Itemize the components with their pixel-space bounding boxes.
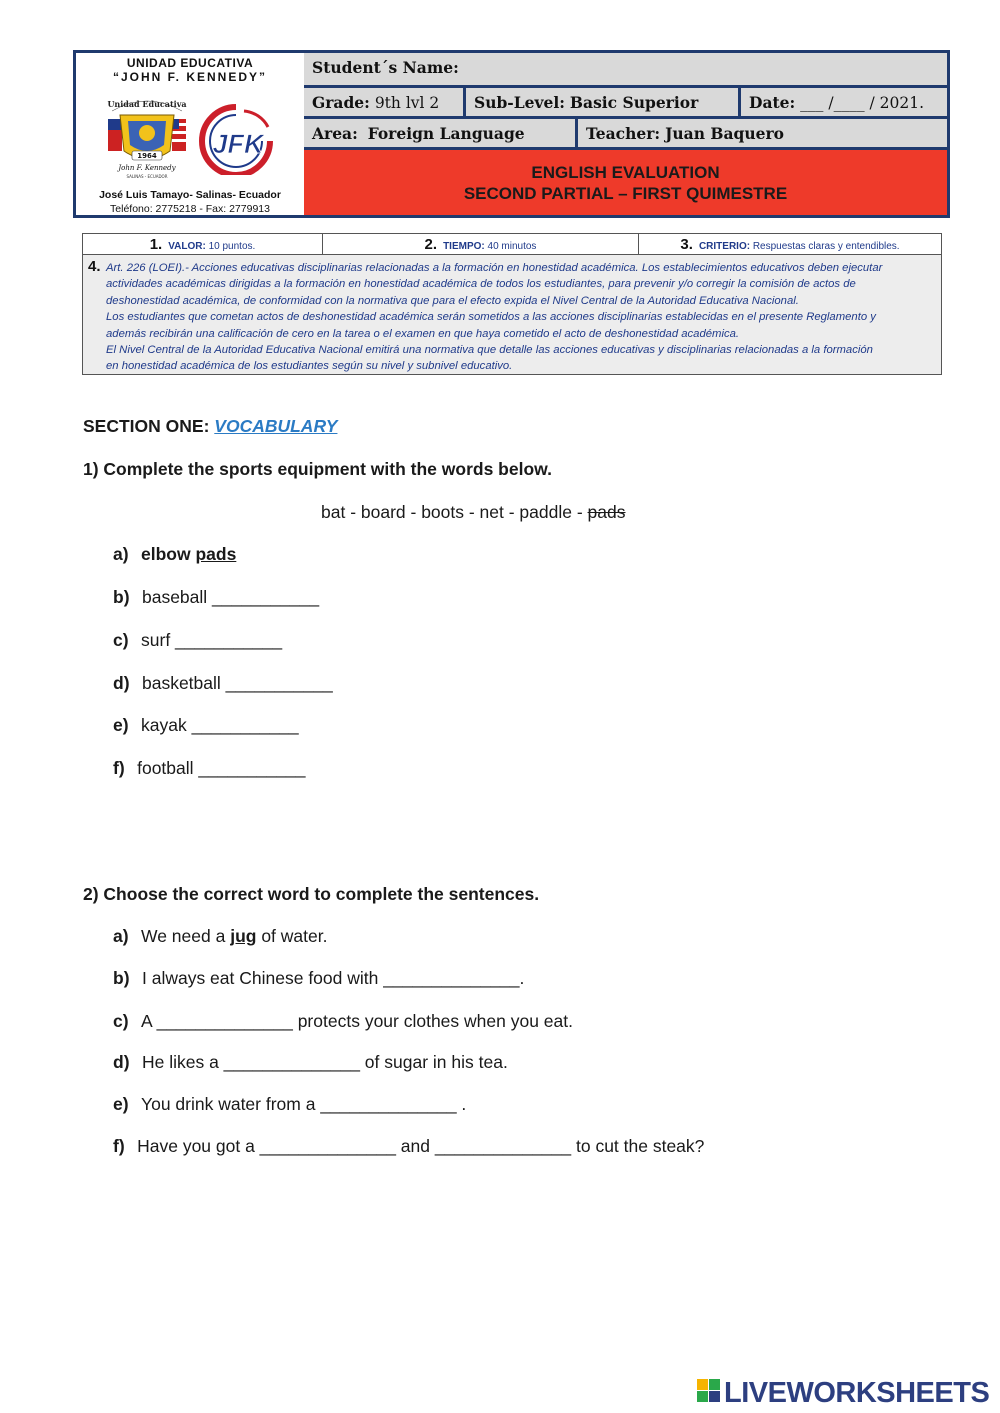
section-title [83,416,337,437]
question-2-prompt: 2) Choose the correct word to complete the sentences. [83,884,540,904]
q1-item-f[interactable]: f) football ___________ [113,758,306,778]
grade-cell [304,88,466,119]
word-bank-struck-word: pads [587,502,626,522]
jfk-logo-text: JFK [212,129,264,159]
school-crest-icon [106,93,188,179]
q2-item-e[interactable]: e) You drink water from a ______________ . [113,1094,467,1114]
sublevel-label: Sub-Level: [474,93,565,112]
rule-criteria: 3. CRITERIO: Respuestas claras y entendibles. [680,236,900,253]
jfk-logo-icon [196,103,276,175]
q2-item-a: a) We need a jug of water. [113,926,328,946]
article-number: 4. [88,258,101,275]
q1-answer-a[interactable]: pads [195,544,237,564]
school-address: José Luis Tamayo- Salinas- Ecuador [99,189,281,201]
area-value: Foreign Language [367,124,525,143]
crest-top-text: Unidad Educativa [107,99,187,109]
section-prefix: SECTION ONE: [83,416,210,436]
liveworksheets-brand[interactable]: LIVEWORKSHEETS [724,1377,990,1409]
evaluation-title-banner [304,150,947,215]
area-cell [304,119,578,150]
q2-answer-a[interactable]: jug [230,926,257,946]
date-label: Date: [749,93,796,112]
lws-logo-icon [697,1375,721,1411]
teacher-value: Juan Baquero [665,124,784,143]
question-1-prompt: 1) Complete the sports equipment with the words below. [83,459,552,479]
date-field[interactable] [741,88,947,119]
grade-label: Grade: [312,93,370,112]
student-name-label: Student´s Name: [312,58,459,77]
school-phone: Teléfono: 2775218 - Fax: 2779913 [110,203,270,215]
rules-table [82,233,942,375]
q1-item-e[interactable]: e) kayak ___________ [113,715,299,735]
rule-value: 1. VALOR: 10 puntos. [149,236,256,253]
word-bank: bat - board - boots - net - paddle - pads [321,502,626,522]
school-name-line2: “JOHN F. KENNEDY” [112,70,268,84]
article-text: Art. 226 (LOEI).- Acciones educativas disciplinarias relacionadas a la formación en honestidad académica. Los establecimientos educativos deben ejecutar actividades académicas dirigidas a la formación en honestidad académica de todos los estudiantes, para prevenir y/o corregir la comisión de actos de deshonestidad académica, de conformidad con la normativa que para el efecto expida el Nivel Central de la Autoridad Educativa Nacional. Los estudiantes que cometan actos de deshonestidad académica serán sometidos a las acciones disciplinarias establecidas en el presente Reglamento y además recibirán una calificación de cero en la tarea o el examen en que haya cometido el acto de deshonestidad académica. El Nivel Central de la Autoridad Educativa Nacional emitirá una normativa que detalle las acciones educativas y disciplinarias relacionadas a la formación en honestidad académica de los estudiantes según su nivel y subnivel educativo. [106,262,883,373]
school-name-line1: UNIDAD EDUCATIVA [126,56,254,70]
q2-item-b[interactable]: b) I always eat Chinese food with ______________. [113,968,525,988]
q1-item-d[interactable]: d) basketball ___________ [113,673,333,693]
evaluation-title: ENGLISH EVALUATION [531,163,720,182]
evaluation-subtitle: SECOND PARTIAL – FIRST QUIMESTRE [463,184,788,203]
crest-place: SALINAS - ECUADOR [126,174,168,179]
q1-item-a: a) elbow pads [113,544,237,564]
sublevel-cell [466,88,741,119]
student-name-field[interactable] [304,53,947,88]
area-label: Area: [312,124,358,143]
section-vocabulary-link[interactable]: VOCABULARY [214,416,338,436]
teacher-cell [578,119,947,150]
crest-year: 1964 [137,152,157,160]
school-logo-panel [76,53,307,215]
q1-item-b[interactable]: b) baseball ___________ [113,587,320,607]
q2-item-d[interactable]: d) He likes a ______________ of sugar in his tea. [113,1052,508,1072]
crest-name: John F. Kennedy [118,164,176,172]
q1-item-c[interactable]: c) surf ___________ [113,630,283,650]
rules-header-row [83,234,941,255]
q2-item-f[interactable]: f) Have you got a ______________ and ______________ to cut the steak? [113,1136,705,1156]
grade-value: 9th lvl 2 [374,94,440,112]
sublevel-value: Basic Superior [569,93,699,112]
school-header [73,50,950,218]
date-value: ___ /____ / 2021. [800,94,925,112]
q2-item-c[interactable]: c) A ______________ protects your clothes when you eat. [113,1011,573,1031]
rule-time: 2. TIEMPO: 40 minutos [424,236,537,253]
teacher-label: Teacher: [586,124,661,143]
